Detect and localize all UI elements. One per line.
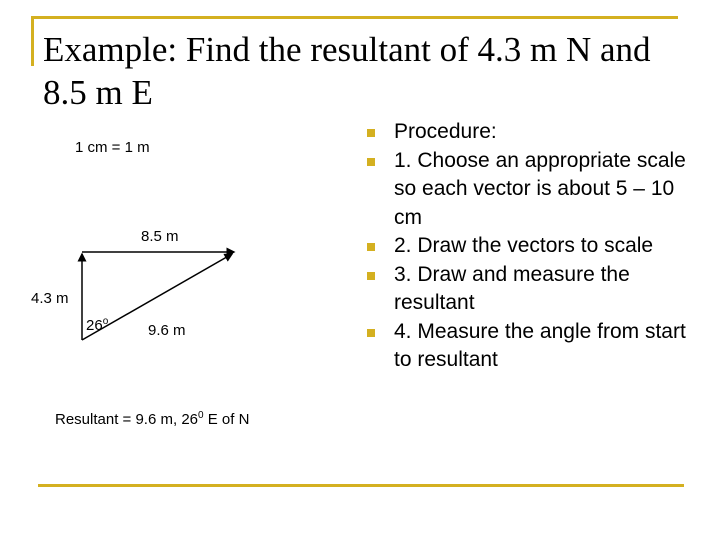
- vector-diagram-svg: [0, 0, 360, 460]
- procedure-list: [360, 118, 700, 375]
- answer-prefix: Resultant = 9.6 m, 26: [55, 411, 198, 428]
- answer-suffix: E of N: [203, 411, 250, 428]
- bullet-square-icon: [367, 129, 375, 137]
- resultant-answer: [55, 407, 249, 429]
- frame-bottom-line: [38, 484, 684, 487]
- angle-value: 26: [86, 317, 103, 334]
- bullet-square-icon: [367, 329, 375, 337]
- answer-superscript: 0: [198, 410, 204, 421]
- bullet-text: 1. Choose an appropriate scale so each vector is about 5 – 10 cm: [394, 148, 686, 229]
- bullet-square-icon: [367, 158, 375, 166]
- bullet-text: 2. Draw the vectors to scale: [394, 234, 654, 257]
- vector-diagram: [0, 0, 360, 460]
- bullet-square-icon: [367, 272, 375, 280]
- bullet-item: [360, 147, 700, 233]
- slide-title: Example: Find the resultant of 4.3 m N and 8.5 m E: [43, 30, 651, 112]
- bullet-item: [360, 232, 700, 261]
- bullet-item: [360, 261, 700, 318]
- north-vector-label: 4.3 m: [31, 290, 69, 307]
- bullet-item: [360, 318, 700, 375]
- bullet-text: Procedure:: [394, 120, 497, 143]
- scale-label: 1 cm = 1 m: [75, 139, 150, 156]
- bullet-item: [360, 118, 700, 147]
- angle-label: [86, 313, 108, 335]
- angle-unit: o: [102, 316, 109, 327]
- bullet-square-icon: [367, 243, 375, 251]
- resultant-vector-label: 9.6 m: [148, 322, 186, 339]
- bullet-text: 4. Measure the angle from start to resultant: [394, 319, 686, 371]
- east-vector-label: 8.5 m: [141, 228, 179, 245]
- bullet-text: 3. Draw and measure the resultant: [394, 262, 630, 314]
